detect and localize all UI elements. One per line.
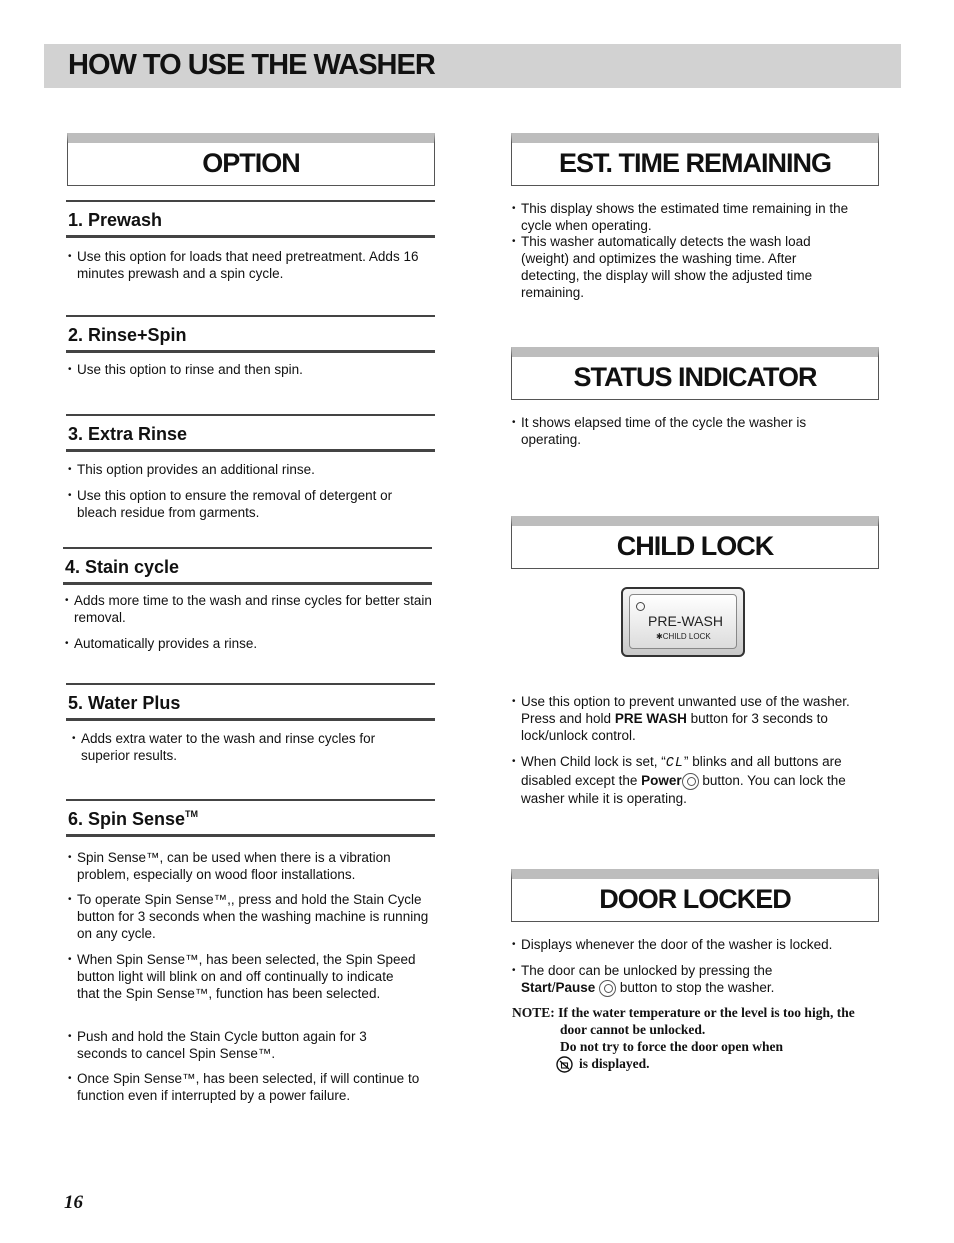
child-lock-b2-text: When Child lock is set, “ xyxy=(521,754,666,769)
child-lock-bullet-2 xyxy=(512,753,881,807)
child-lock-b1-text: Use this option to prevent unwanted use of the washer. Press and hold xyxy=(521,694,850,726)
cl-code: CL xyxy=(665,756,684,771)
option-heading: OPTION xyxy=(202,148,300,178)
note-line-3: Do not try to force the door open when xyxy=(560,1039,783,1054)
door-locked-heading: DOOR LOCKED xyxy=(599,884,791,914)
child-lock-b2-mid: ” blinks and all buttons are disabled except the xyxy=(521,754,842,788)
option-heading-box xyxy=(67,133,435,186)
header-banner xyxy=(44,44,901,88)
child-lock-heading: CHILD LOCK xyxy=(616,531,774,561)
est-time-bullet-1: • This display shows the estimated time remaining in the cycle when operating. xyxy=(512,200,851,234)
stain-cycle-bullet-1: • Adds more time to the wash and rinse cycles for better stain removal. xyxy=(65,592,434,626)
pause-bold: Pause xyxy=(555,980,596,995)
slash: / xyxy=(551,980,556,995)
door-lock-icon xyxy=(556,1056,573,1073)
panel-prewash-label: PRE-WASH xyxy=(648,613,723,629)
status-indicator-bullet-1: • It shows elapsed time of the cycle the washer is operating. xyxy=(512,414,851,448)
child-lock-heading-box xyxy=(511,516,879,569)
spin-sense-title: 6. Spin Sense xyxy=(68,809,186,829)
note-line-4: is displayed. xyxy=(579,1056,650,1071)
start-bold: Start xyxy=(521,980,552,995)
panel-child-lock-label: ✱CHILD LOCK xyxy=(656,632,711,641)
page-number: 16 xyxy=(64,1192,83,1213)
child-lock-bullet-1 xyxy=(512,693,881,744)
stain-cycle-title: 4. Stain cycle xyxy=(65,557,180,577)
prewash-subhead xyxy=(66,200,435,238)
page-title: HOW TO USE THE WASHER xyxy=(68,49,435,81)
spin-sense-bullet-5: • Once Spin Sense™, has been selected, if will continue to function even if interrupted by a power failure. xyxy=(68,1070,437,1104)
water-plus-title: 5. Water Plus xyxy=(68,693,181,713)
water-plus-bullet-1: • Adds extra water to the wash and rinse cycles for superior results. xyxy=(72,730,421,764)
trademark-mark: TM xyxy=(185,809,199,819)
prewash-title: 1. Prewash xyxy=(68,210,163,230)
extra-rinse-subhead xyxy=(66,414,435,452)
extra-rinse-title: 3. Extra Rinse xyxy=(68,424,188,444)
spin-sense-bullet-2: • To operate Spin Sense™,, press and hold the Stain Cycle button for 3 seconds when the washing machine is running on any cycle. xyxy=(68,891,437,942)
spin-sense-bullet-1: • Spin Sense™, can be used when there is a vibration problem, especially on wood floor installations. xyxy=(68,849,437,883)
est-time-bullet-2: • This washer automatically detects the wash load (weight) and optimizes the washing time. After detecting, the display will show the adjusted time remaining. xyxy=(512,233,851,301)
note-line-2: door cannot be unlocked. xyxy=(560,1022,706,1037)
door-locked-b2-text: The door can be unlocked by pressing the xyxy=(521,963,773,978)
door-locked-bullet-1: • Displays whenever the door of the washer is locked. xyxy=(512,936,881,953)
extra-rinse-bullet-1: • This option provides an additional rinse. xyxy=(68,461,437,478)
pre-wash-bold: PRE WASH xyxy=(614,711,687,726)
rinse-spin-title: 2. Rinse+Spin xyxy=(68,325,187,345)
prewash-bullet-1: • Use this option for loads that need pretreatment. Adds 16 minutes prewash and a spin cycle. xyxy=(68,248,437,282)
child-lock-b1-text-end: button for 3 seconds to lock/unlock control. xyxy=(521,711,828,743)
child-lock-b2-end: button. You can lock the washer while it is operating. xyxy=(521,773,846,806)
indicator-light-icon xyxy=(636,602,645,611)
water-plus-subhead xyxy=(66,683,435,721)
panel-face xyxy=(629,594,737,649)
rinse-spin-subhead xyxy=(66,315,435,353)
note-line-4-wrap xyxy=(556,1055,650,1073)
stain-cycle-bullet-2: • Automatically provides a rinse. xyxy=(65,635,434,652)
spin-sense-subhead xyxy=(66,799,435,837)
spin-sense-bullet-3: • When Spin Sense™, has been selected, the Spin Speed button light will blink on and off continually to indicate that the Spin Sense™, function has been selected. xyxy=(68,951,417,1002)
power-bold: Power xyxy=(641,773,682,788)
rinse-spin-bullet-1: • Use this option to rinse and then spin. xyxy=(68,361,437,378)
status-indicator-heading-box xyxy=(511,347,879,400)
start-pause-button-icon xyxy=(599,980,616,997)
prewash-control-panel xyxy=(621,587,745,657)
spin-sense-bullet-4: • Push and hold the Stain Cycle button again for 3 seconds to cancel Spin Sense™. xyxy=(68,1028,407,1062)
est-time-heading: EST. TIME REMAINING xyxy=(558,148,831,178)
door-locked-heading-box xyxy=(511,869,879,922)
power-button-icon xyxy=(682,773,699,790)
est-time-heading-box xyxy=(511,133,879,186)
status-indicator-heading: STATUS INDICATOR xyxy=(573,362,817,392)
stain-cycle-subhead xyxy=(63,547,432,585)
note-line-1: NOTE: If the water temperature or the level is too high, the xyxy=(512,1005,855,1020)
extra-rinse-bullet-2: • Use this option to ensure the removal of detergent or bleach residue from garments. xyxy=(68,487,427,521)
door-locked-bullet-2 xyxy=(512,962,821,997)
door-locked-b2-end: button to stop the washer. xyxy=(616,980,775,995)
spin-sense-title-wrap xyxy=(68,809,198,830)
